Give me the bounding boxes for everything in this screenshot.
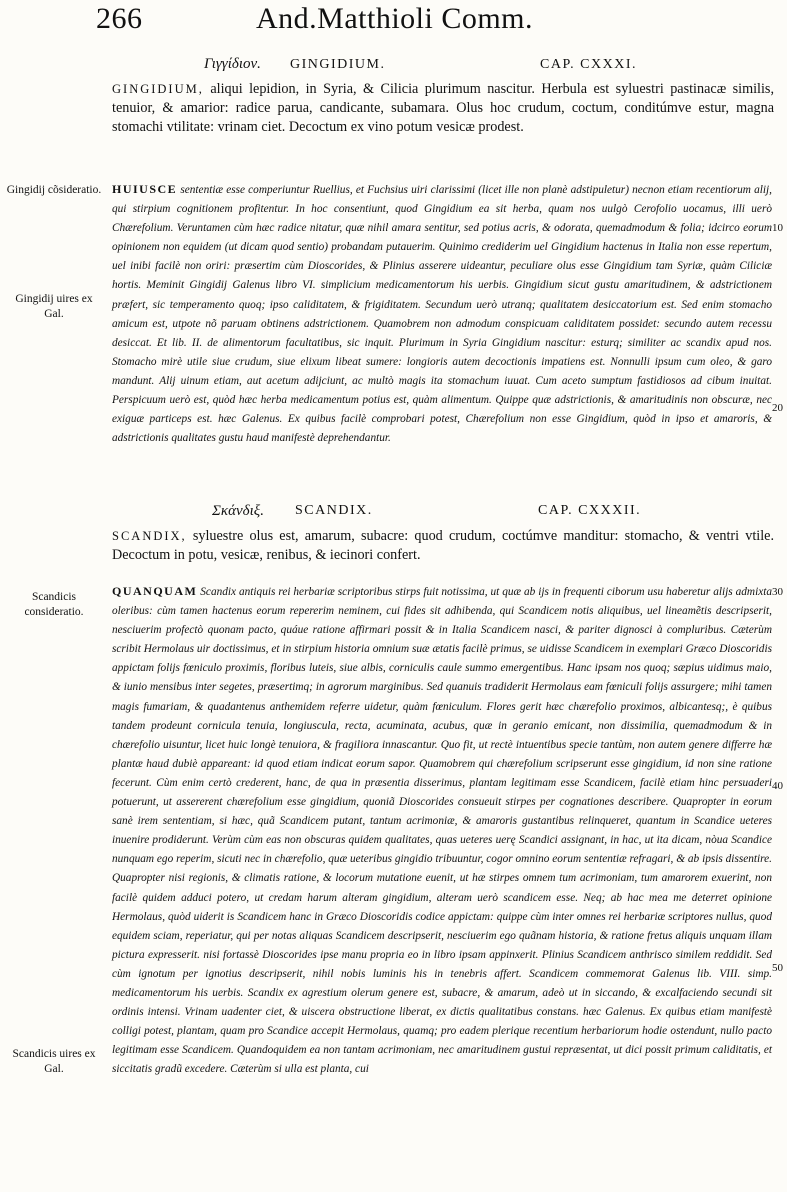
line-number-30: 30 <box>772 586 783 598</box>
chapter-1-commentary-lead: HUIUSCE <box>112 182 178 196</box>
chapter-1-greek-title: Γιγγίδιον. <box>204 56 261 72</box>
page-number: 266 <box>96 2 143 35</box>
chapter-2-number: CAP. CXXXII. <box>538 503 642 518</box>
chapter-1-title: GINGIDIUM. <box>290 57 386 72</box>
line-number-10: 10 <box>772 222 783 234</box>
running-head: And.Matthioli Comm. <box>256 2 534 35</box>
chapter-1-number: CAP. CXXXI. <box>540 57 638 72</box>
chapter-1-description-lead: GINGIDIUM, <box>112 82 204 96</box>
chapter-1-commentary <box>112 180 772 490</box>
margin-note-gingidium-consideratio: Gingidij cõsideratio. <box>6 184 102 196</box>
chapter-2-commentary <box>112 582 772 1186</box>
chapter-2-description-text: syluestre olus est, amarum, subacre: quod crudum, coctúmve manditur: stomacho, & ventri vtile. Decoctum in potu, vesicæ, renibus, & iecinori confert. <box>112 528 774 563</box>
chapter-2-commentary-text: Scandix antiquis rei herbariæ scriptoribus stirps fuit notissima, ut quæ ab ijs in frequenti ciborum usu haberetur alijs admixta oleribus: cùm tamen hactenus eorum repererim neminem, cui fides sit adhibenda, qui Scandicem notis aliquibus, uel lineamẽtis descripserit, nesciuerim profectò quonam pacto, quáue ratione affirmari possit & in Italia Scandicem nasci, & pariter dignosci à compluribus. Cæterùm scribit Hermolaus uir doctissimus, et in stirpium historia omnium suæ ætatis facilè primus, se uidisse Scandicem in exemplari Græco Dioscoridis appictam folijs fœniculo proximis, floribus luteis, siue albis, corniculis caule summo emergentibus. Hanc ipsam nos quoq; sæpius uidimus maio, & iunio mensibus inter segetes, præsertimq; in agrorum marginibus. Sed quanuis tradiderit Hermolaus eam fœniculi folijs assurgere; mihi tamen magis fumariam, & quadantenus anthemidem referre uidetur, quàm fœniculum. Flores gerit hæc chærefolio proximos, albicantesq;, è quibus tandem prodeunt cornicula tenuia, longiuscula, recta, acuminata, acubus, quæ in geranio emicant, non dissimilia, quemadmodum & in chærefolio uisuntur, licet huic longè tenuiora, & fragiliora innascantur. Quo fit, ut rectè intuentibus specie tantùm, non autem genere differre hæ plantæ haud dubiè appareant: id quod etiam indicat eorum sapor. Quamobrem qui chærefolium scripserunt esse gingidium, id non sine ratione fecerunt. Cùm enim certò crederent, hanc, de qua in præsentia disserimus, plantam legitimam esse Scandicem, facilè etiam hinc persuaderi potuerunt, ut assererent chærefolium esse gingidium, quoniã Dioscorides consueuit stirpes per cognationes describere. Quapropter in eorum sanè irem sententiam, si hæc, quã Scandicem putant, tantum acrimoniæ, & amaroris gustantibus relinqueret, quantum in Scandice ueteres inuenire prodiderunt. Verùm cùm eas non obscuras quidem qualitates, quas ueteres uerę Scandici assignant, in hac, ut ita dicam, nòua Scandice nunquam ego reperim, sicuti nec in chærefolio, quæ ueteribus gingidio tribuuntur, cogor omnino eorum sententiæ refragari, & ab ipsis dissentire. Quapropter nisi regionis, & climatis ratione, & locorum mutatione euenit, ut hæ stirpes omnem tum acrimoniam, tum amarorem exuerint, non facilè quidem adduci potero, ut credam harum alteram gingidium, alteram uerò scandicem esse. Neq; ab hac mea me deterret opinione Hermolaus, quòd uiderit is Scandicem hanc in Græco Dioscoridis codice appictam: quippe cùm inter omnes rei herbariæ scriptores nullus, quod equidem sciam, reperiatur, qui per notas aliquas Scandicem descripserit, nesciuerim ego quãnam historia, & ratione fretus aliquis unquam illam pictura expresserit. nisi fortassè Dioscorides ipse manu propria eo in libro ipsam appinxerit. Plinius Scandicem anthrisco similem reddidit. Sed cùm ignotum per ignotius descripserit, nihil nobis luminis his in tenebris affert. Scandicem commemorat Galenus lib. VIII. simp. medicamentorum his uerbis. Scandix ex agrestium olerum genere est, subacre, & amarum, adeò ut in siccando, & excalfaciendo secundi sit ordinis intensi. Vrinam uadenter ciet, & uiscera obstructione liberat, ex dictis qualitatibus constans. hæc Galenus. Ex quibus etiam manifestè colligi potest, plantam, quam pro Scandice accepit Hermolaus, quamq; pro eadem plerique recentium herbariorum hodie ostendunt, nullo pacto legitimam esse Scandicem. Quandoquidem ea non tantam acrimoniam, nec amaritudinem gustui repræsentat, ut dici possit primum caliditatis, et siccitatis gradũ excedere. Cæterùm si ulla est planta, cui <box>112 586 773 1076</box>
line-number-20: 20 <box>772 402 783 414</box>
chapter-1-description-text: aliqui lepidion, in Syria, & Cilicia plurimum nascitur. Herbula est syluestri pastinacæ similis, tenuior, & amarior: radice parua, candicante, subamara. Olus hoc crudum, coctum, conditúmve estur, magna stomachi vtilitate: vrinam ciet. Decoctum ex vino potum vesicæ prodest. <box>112 81 774 135</box>
chapter-2-description-lead: SCANDIX, <box>112 529 187 543</box>
line-number-50: 50 <box>772 962 783 974</box>
chapter-2-description <box>112 527 774 571</box>
margin-note-scandix-consideratio: Scandicis consideratio. <box>24 591 84 618</box>
chapter-2-greek-title: Σκάνδιξ. <box>212 503 264 519</box>
margin-note-gingidium-vires: Gingidij uires ex Gal. <box>15 293 93 320</box>
chapter-1-commentary-text: sententiæ esse comperiuntur Ruellius, et Fuchsius uiri clarissimi (licet ille non planè adstipuletur) necnon etiam recentiorum alij, qui stirpium cognitionem profitentur. In hoc consentiunt, quod Gingidium ea sit herba, quam nos uulgò Cerofolio uocamus, illi uerò Chærefolium. Veruntamen cùm hæc radice nitatur, quæ nihil amara sentitur, sed potius acris, & odorata, quemadmodum & folia; idcirco eorum opinionem non equidem (ut dicam quod sentio) probandam putauerim. Quinimo crediderim uel Gingidium hactenus in Italia non esse repertum, uel inibi facilè non oriri: præsertim cùm Dioscorides, & Plinius asserere uideantur, peculiare olus esse Gingidium tam Syriæ, quàm Ciliciæ hortis. Meminit Gingidij Galenus libro VI. simplicium medicamentorum his uerbis. Gingidium sicut gustu amaritudinem, & adstrictionem præfert, sic temperamento quoq; ipso caliditatem, & frigiditatem. Secundum uerò utranq; qualitatem desiccatorium est. Sed enim stomacho amicum est, utpote nõ paruam obtinens adstrictionem. Quamobrem non admodum conspicuam caliditatem possidet: secundo autem recessu desiccat. Et lib. II. de alimentorum facultatibus, sic inquit. Plurimum in Syria Gingidium nascitur: esturq; similiter ac scandix apud nos. Stomacho mirè utile siue crudum, siue elixum libeat sumere: longioris autem decoctionis impatiens est. Nonnulli ipsum cum oleo, & garo mandunt. Alij uinum etiam, aut acetum adijciunt, ac multò magis ita stomachum iuuat. Cum aceto sumptum fastidiosos ad cibum inuitat. Perspicuum uerò est, quòd hæc herba medicamentum potius est, quàm alimentum. Quippe quæ adstrictionis, & amaritudinis non obscuræ, nec exiguæ particeps est. hæc Galenus. Ex quibus facilè comprobari potest, Chærefolium non esse Gingidium, quòd in ipso et amaroris, & adstrictionis qualitates gustu haud manifestè deprehendantur. <box>112 184 773 445</box>
chapter-2-commentary-lead: QUANQUAM <box>112 584 198 598</box>
chapter-2-title: SCANDIX. <box>295 503 373 518</box>
margin-note-scandix-vires: Scandicis uires ex Gal. <box>12 1048 96 1075</box>
line-number-40: 40 <box>772 780 783 792</box>
chapter-1-description <box>112 80 774 158</box>
